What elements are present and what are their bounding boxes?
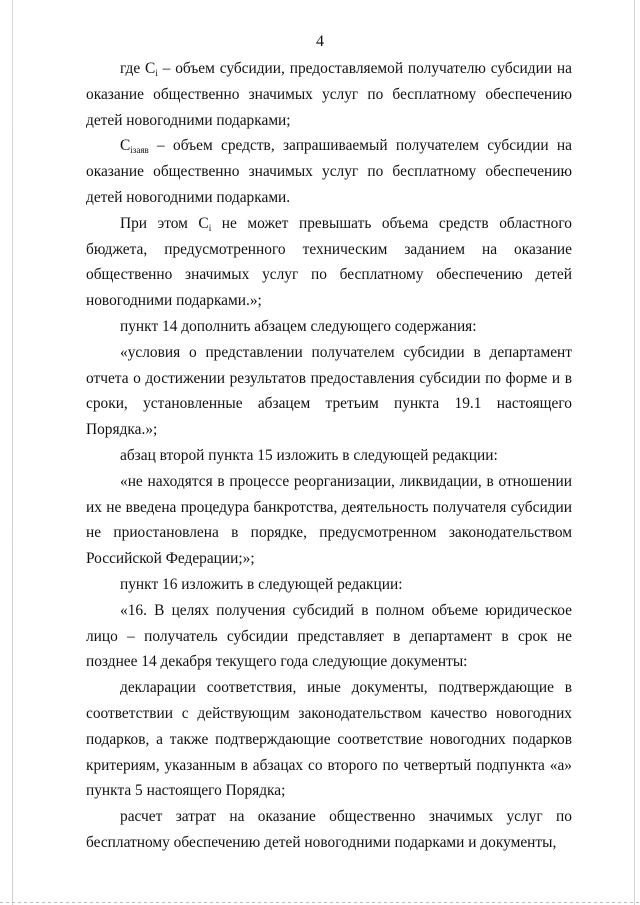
paragraph-declarations: декларации соответствия, иные документы, подтверждающие в соответствии с действующим законодательством качество новогодних подарков, а также подтверждающие соответствие новогодних подарков критериям, указанным в абзацах со второго по четвертый подпункта «а» пункта 5 настоящего Порядка; xyxy=(86,679,572,800)
scan-edge-right xyxy=(634,0,635,905)
text-run: где С xyxy=(120,60,156,77)
paragraph-item-14: пункт 14 дополнить абзацем следующего содержания: xyxy=(120,317,477,335)
paragraph-formula-ci xyxy=(86,56,572,133)
text-run: При этом С xyxy=(120,214,209,232)
paragraph-cost-calculation: расчет затрат на оказание общественно значимых услуг по бесплатному обеспечению детей новогодними подарками и документы, xyxy=(86,808,572,851)
paragraph-item-15: абзац второй пункта 15 изложить в следующей редакции: xyxy=(120,446,498,464)
paragraph-item-14-text: «условия о представлении получателем субсидии в департамент отчета о достижении результатов предоставления субсидии по форме и в сроки, установленные абзацем третьим пункта 19.1 настоящего Порядка.»; xyxy=(86,343,572,439)
paragraph-formula-cizayav xyxy=(86,133,572,210)
document-body xyxy=(86,56,572,856)
scan-edge-left xyxy=(12,0,13,905)
paragraph-item-16-text: «16. В целях получения субсидий в полном объеме юридическое лицо – получатель субсидии представляет в департамент в срок не позднее 14 декабря текущего года следующие документы: xyxy=(86,601,572,671)
paragraph-item-16: пункт 16 изложить в следующей редакции: xyxy=(120,575,403,593)
scan-edge-bottom xyxy=(0,902,640,903)
text-run: – объем средств, запрашиваемый получателем субсидии на оказание общественно значимых услуг по бесплатному обеспечению детей новогодними подарками. xyxy=(86,137,572,206)
subscript: iзаяв xyxy=(130,145,149,156)
text-run: – объем субсидии, предоставляемой получателю субсидии на оказание общественно значимых услуг по бесплатному обеспечению детей новогодними подарками; xyxy=(86,60,572,129)
text-run: не может превышать объема средств областного бюджета, предусмотренного техническим заданием на оказание общественно значимых услуг по бесплатному обеспечению детей новогодними подарками.»; xyxy=(86,214,572,310)
text-run: С xyxy=(120,137,131,155)
subscript: i xyxy=(208,222,212,233)
subscript: i xyxy=(155,68,158,78)
page-number: 4 xyxy=(316,33,324,50)
paragraph-item-15-text: «не находятся в процессе реорганизации, ликвидации, в отношении их не введена процедура банкротства, деятельность получателя субсидии не приостановлена в порядке, предусмотренном законодательством Российской Федерации;»; xyxy=(86,472,572,568)
paragraph-limit xyxy=(86,211,572,314)
